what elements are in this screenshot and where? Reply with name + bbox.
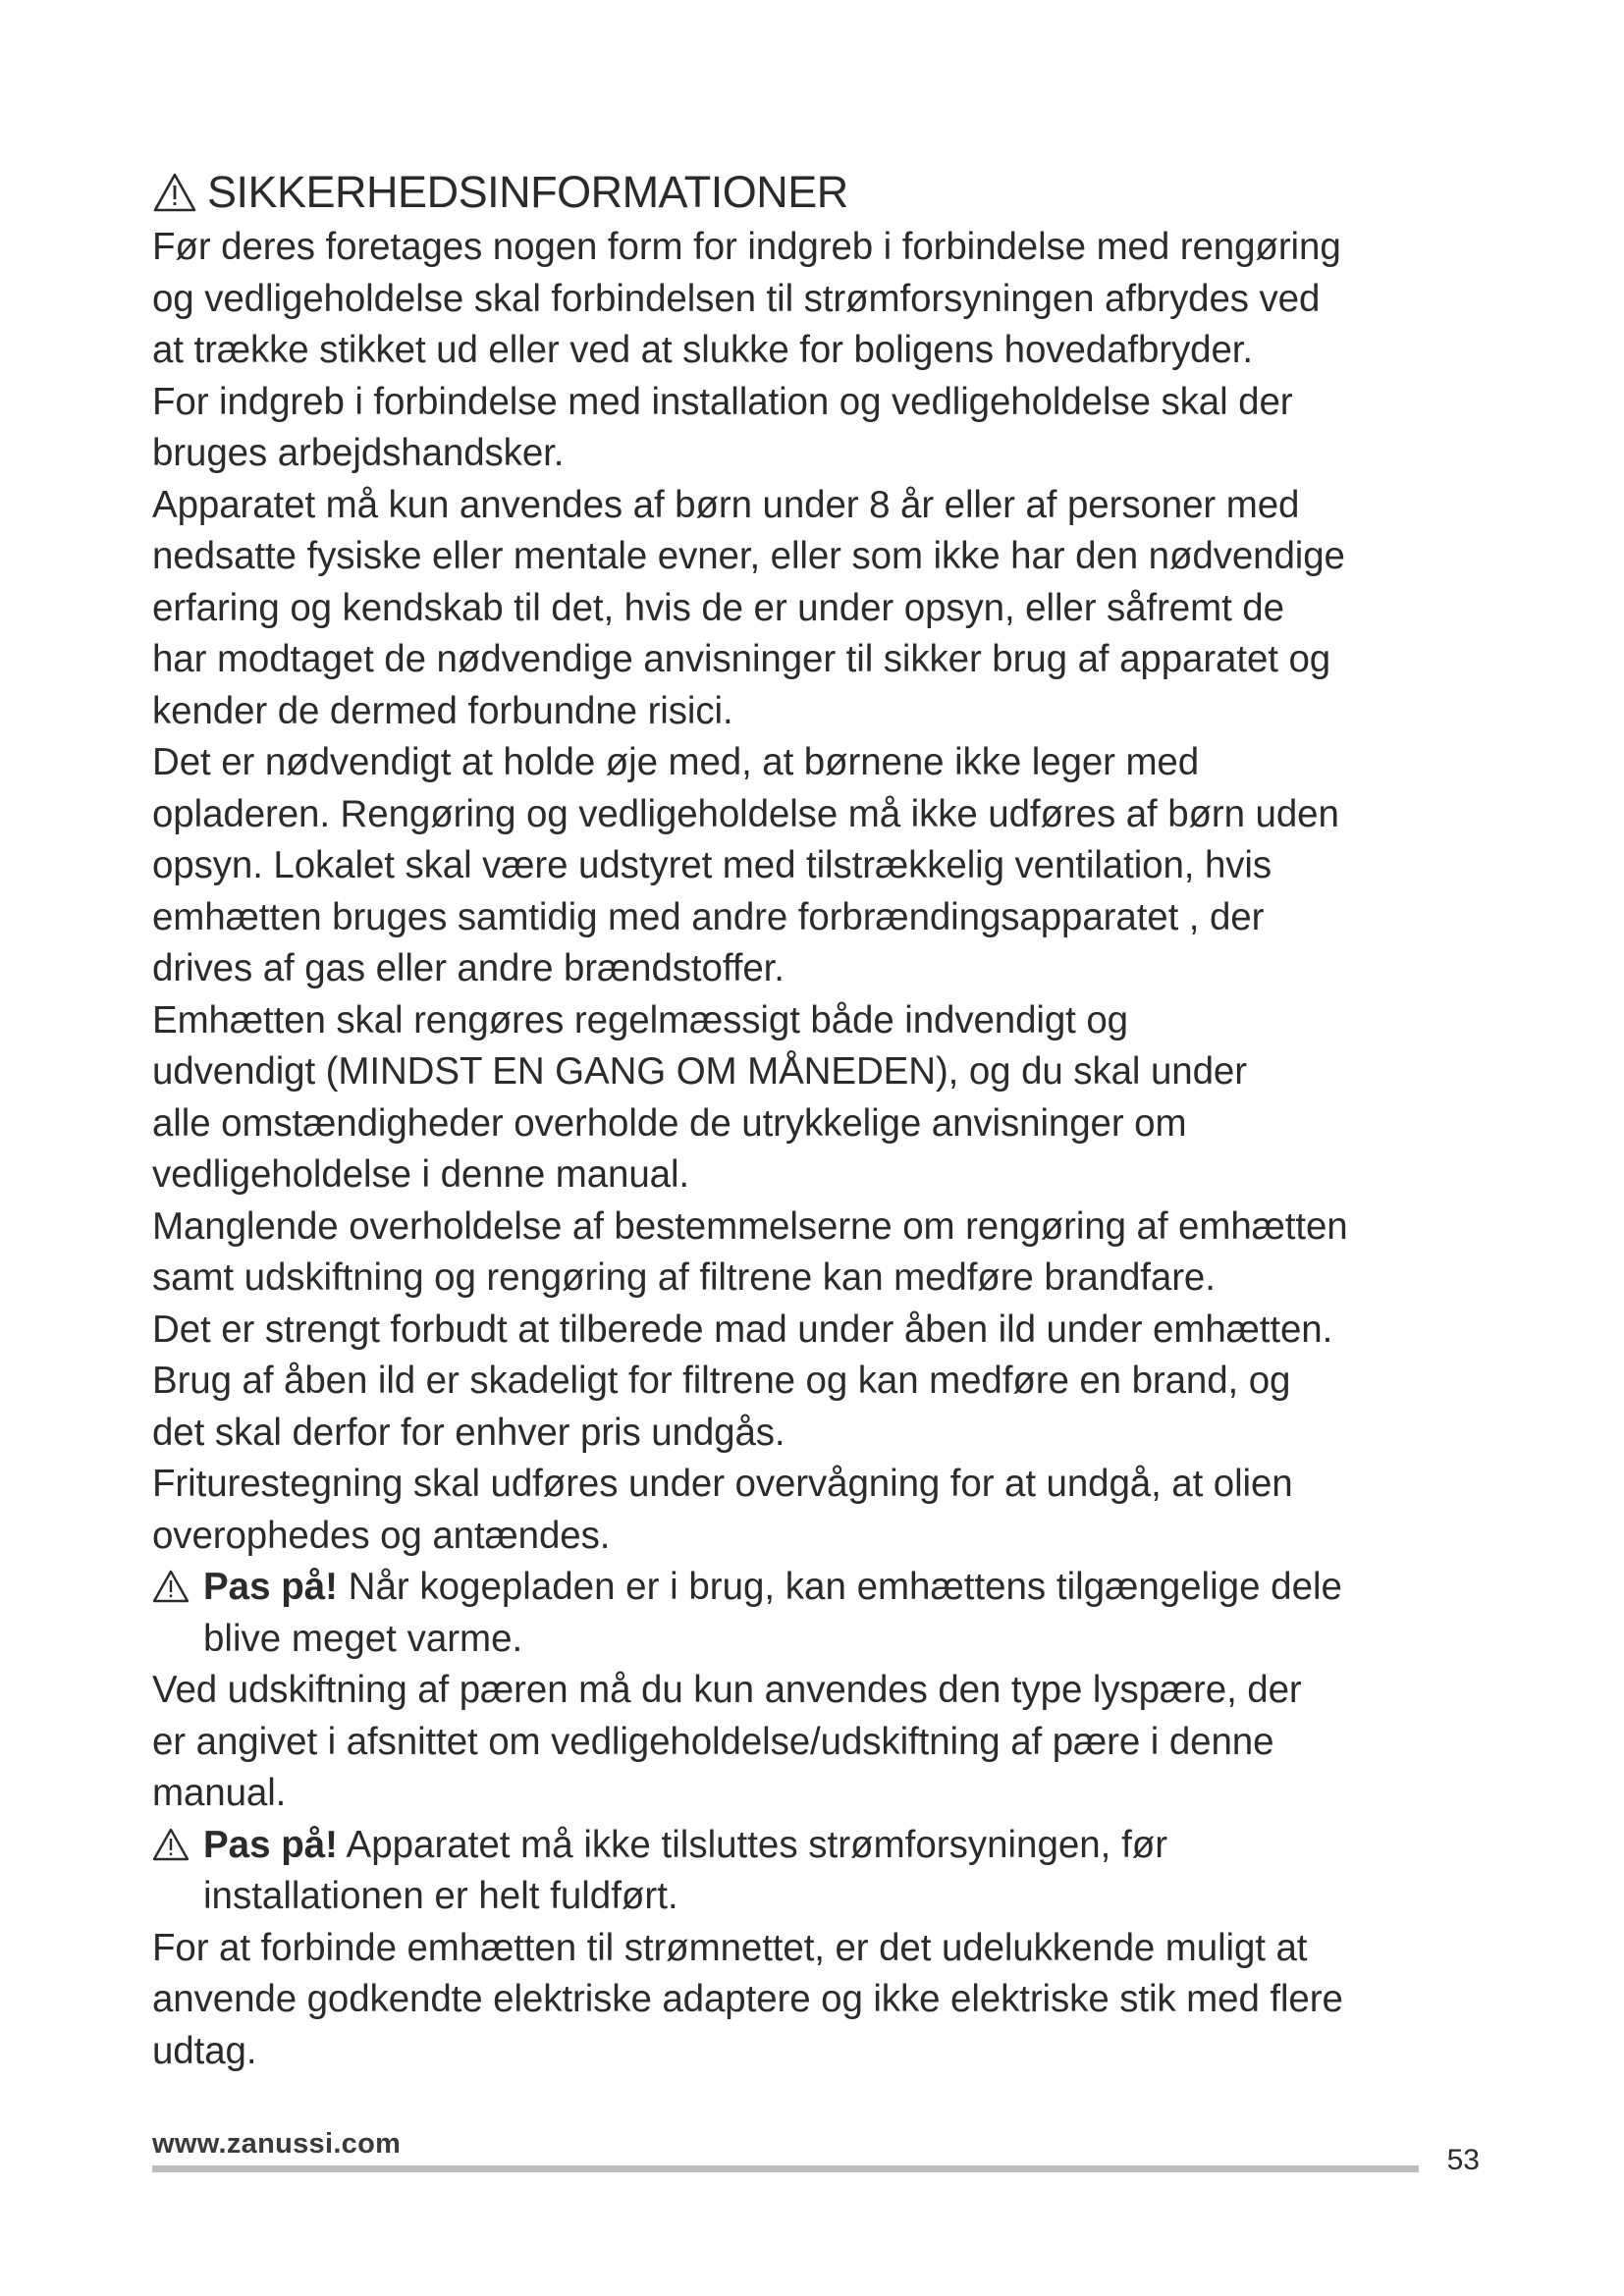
paragraph-bulb: Ved udskiftning af pæren må du kun anvendes den type lyspære, der er angivet i afsnittet om vedligeholdelse/udskiftning af pære i denne manual. [152,1669,1302,1814]
page-number: 53 [1446,2144,1480,2176]
website-link[interactable]: www.zanussi.com [152,2128,402,2160]
page-footer [152,2128,1488,2177]
warning-lead: Pas på! [203,1566,338,1608]
paragraph-open-flame: Det er strengt forbudt at tilberede mad under åben ild under emhætten. Brug af åben ild er skadeligt for filtrene og kan medføre en brand, og det skal derfor for enhver pris undgås. [152,1308,1333,1454]
paragraph-disconnect: Før deres foretages nogen form for indgreb i forbindelse med rengøring og vedligeholdelse skal forbindelsen til strømforsyningen afbrydes ved at trække stikket ud eller ved at slukke for boligens hovedafbryder. [152,226,1341,371]
warning-text [203,1562,1342,1665]
section-heading [152,165,1488,220]
paragraph-frying: Friturestegning skal udføres under overvågning for at undgå, at olien overophedes og antændes. [152,1463,1293,1557]
warning-body: Når kogepladen er i brug, kan emhættens tilgængelige dele blive meget varme. [203,1566,1342,1660]
heading-text: SIKKERHEDSINFORMATIONER [207,167,848,217]
warning-text [203,1820,1167,1923]
paragraph-cleaning: Emhætten skal rengøres regelmæssigt både indvendigt og udvendigt (MINDST EN GANG OM MÅNEDEN), og du skal under alle omstændigheder overholde de utrykkelige anvisninger om vedligeholdelse i denne manual. [152,998,1247,1196]
paragraph-power-connection: For at forbinde emhætten til strømnettet, er det udelukkende muligt at anvende godkendte elektriske adaptere og ikke elektriske stik med flere udtag. [152,1926,1343,2072]
paragraph-gloves: For indgreb i forbindelse med installation og vedligeholdelse skal der bruges arbejdshandsker. [152,380,1293,474]
paragraph-supervision: Det er nødvendigt at holde øje med, at børnene ikke leger med opladeren. Rengøring og vedligeholdelse må ikke udføres af børn uden opsyn. Lokalet skal være udstyret med tilstrækkelig ventilation, hvis emhætten bruges samtidig med andre forbrændingsapparatet , der drives af gas eller andre brændstoffer. [152,741,1339,989]
warning-triangle-icon [152,172,197,213]
footer-divider [152,2165,1419,2172]
warning-triangle-icon [152,1570,189,1603]
warning-installation [152,1820,1488,1923]
manual-page [152,165,1488,2077]
warning-lead: Pas på! [203,1823,338,1866]
paragraph-fire-risk: Manglende overholdelse af bestemmelserne om rengøring af emhætten samt udskiftning og rengøring af filtrene kan medføre brandfare. [152,1204,1348,1299]
paragraph-children: Apparatet må kun anvendes af børn under 8 år eller af personer med nedsatte fysiske eller mentale evner, eller som ikke har den nødvendige erfaring og kendskab til det, hvis de er under opsyn, eller såfremt de har modtaget de nødvendige anvisninger til sikker brug af apparatet og kender de dermed forbundne risici. [152,483,1345,732]
warning-hot-parts [152,1562,1488,1665]
warning-triangle-icon [152,1828,189,1861]
warning-body: Apparatet må ikke tilsluttes strømforsyningen, før installationen er helt fuldført. [203,1823,1168,1917]
